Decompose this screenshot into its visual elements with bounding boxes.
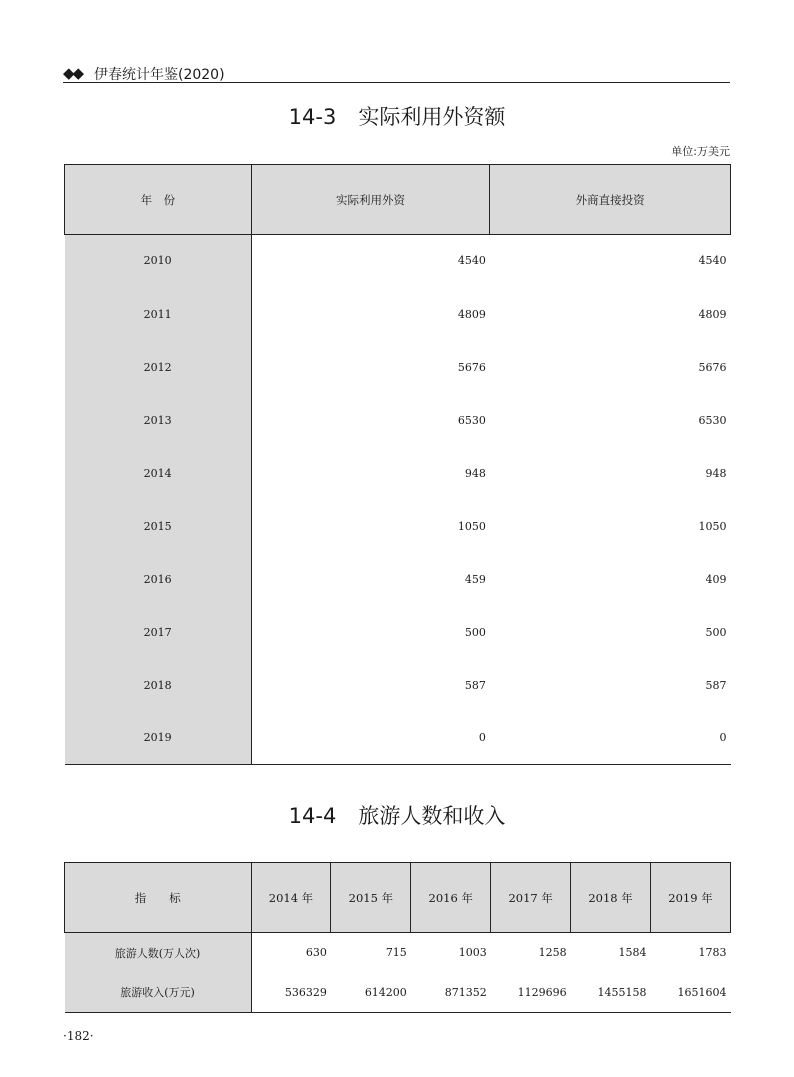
table-row [65,606,731,659]
value-cell: 1651604 [677,985,727,999]
table-row [65,553,731,606]
value-cell: 0 [719,731,727,745]
table2-title-text: 旅游人数和收入 [358,804,506,828]
indicator-cell: 旅游收入(万元) [65,973,252,1013]
value-cell: 1584 [618,946,647,960]
value-cell: 871352 [444,985,487,999]
table-row [65,341,731,394]
book-title: 伊春统计年鉴(2020) [94,67,225,83]
table-row [65,235,731,288]
year-cell: 2012 [65,341,252,394]
year-cell: 2011 [65,288,252,341]
column-header-year: 2015 年 [331,863,411,933]
table2-number: 14-4 [288,804,337,828]
table-header-row [65,165,731,235]
value-cell: 4540 [457,254,486,268]
column-header-year: 2016 年 [411,863,491,933]
year-cell: 2010 [65,235,252,288]
value-cell: 948 [464,466,486,480]
year-cell: 2013 [65,394,252,447]
value-cell: 4540 [698,254,727,268]
value-cell: 6530 [698,413,727,427]
running-head [63,62,730,83]
table-row [65,500,731,553]
column-header-year: 2014 年 [251,863,331,933]
table-row [65,288,731,341]
value-cell: 1129696 [517,985,567,999]
column-header-year: 2017 年 [491,863,571,933]
tourism-table [64,862,731,1013]
column-header-year: 年 份 [65,165,252,235]
year-cell: 2018 [65,659,252,712]
value-cell: 1003 [458,946,487,960]
table-row [65,447,731,500]
table1-title-text: 实际利用外资额 [358,105,506,129]
value-cell: 500 [464,625,486,639]
table-row [65,933,731,973]
year-cell: 2015 [65,500,252,553]
value-cell: 614200 [364,985,407,999]
table-row [65,394,731,447]
table1-unit: 单位:万美元 [671,145,730,158]
value-cell: 587 [705,678,727,692]
value-cell: 4809 [698,307,727,321]
table-row [65,973,731,1013]
year-cell: 2019 [65,712,252,765]
diamond-icon: ◆◆ [63,64,83,82]
value-cell: 5676 [698,360,727,374]
column-header-year: 2018 年 [571,863,651,933]
value-cell: 409 [705,572,727,586]
column-header-fdi: 外商直接投资 [490,165,731,235]
value-cell: 1258 [538,946,567,960]
value-cell: 500 [705,625,727,639]
table-header-row [65,863,731,933]
value-cell: 948 [705,466,727,480]
column-header-indicator: 指 标 [65,863,252,933]
value-cell: 630 [305,946,327,960]
value-cell: 1455158 [597,985,647,999]
value-cell: 6530 [457,413,486,427]
value-cell: 459 [464,572,486,586]
table1-number: 14-3 [288,105,337,129]
value-cell: 1050 [457,519,486,533]
value-cell: 4809 [457,307,486,321]
year-cell: 2014 [65,447,252,500]
page-number: ·182· [63,1029,94,1043]
table-row [65,712,731,765]
value-cell: 5676 [457,360,486,374]
value-cell: 536329 [284,985,327,999]
table2-title [0,800,794,830]
column-header-year: 2019 年 [651,863,731,933]
value-cell: 715 [385,946,407,960]
year-cell: 2017 [65,606,252,659]
value-cell: 587 [464,678,486,692]
table1-title [0,101,794,131]
value-cell: 1783 [698,946,727,960]
value-cell: 1050 [698,519,727,533]
column-header-actual-foreign-capital: 实际利用外资 [251,165,490,235]
foreign-capital-table [64,164,731,765]
year-cell: 2016 [65,553,252,606]
value-cell: 0 [478,731,486,745]
table-row [65,659,731,712]
indicator-cell: 旅游人数(万人次) [65,933,252,973]
